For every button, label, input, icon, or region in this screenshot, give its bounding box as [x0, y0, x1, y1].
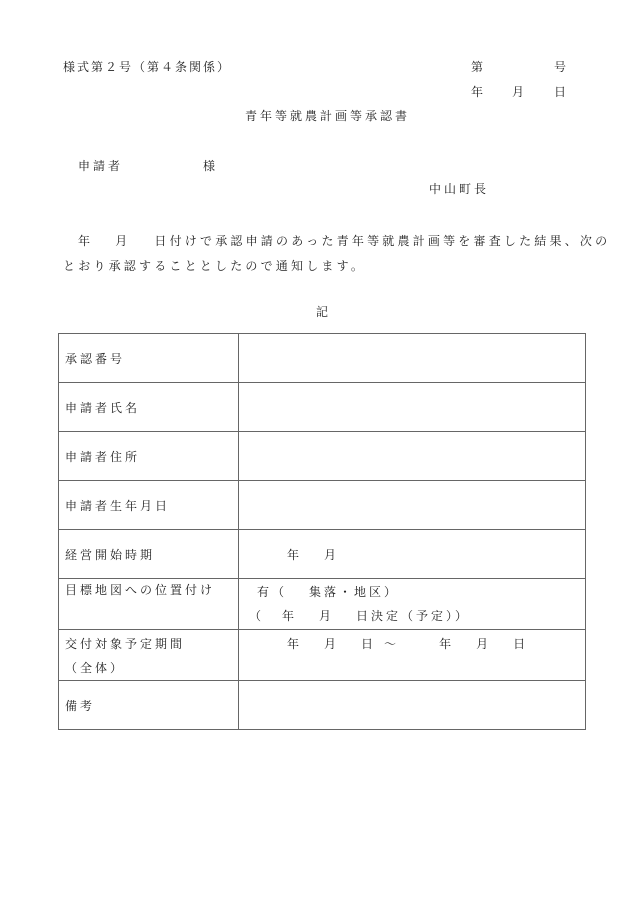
- table-row-approval-number: [59, 334, 586, 383]
- target-map-paren-open: （: [249, 609, 265, 623]
- decision-month-label: 月: [319, 609, 335, 623]
- decision-year-label: 年: [282, 609, 298, 623]
- target-map-yes: 有（: [257, 585, 288, 599]
- body-year-label: 年: [78, 234, 94, 248]
- body-month-label: 月: [115, 234, 131, 248]
- row-label: 経営開始時期: [59, 530, 239, 579]
- date-day-label: 日: [554, 85, 567, 99]
- body-line-1: [78, 232, 610, 249]
- table-row-target-map: [59, 579, 586, 630]
- grant-period-sublabel: （全体）: [65, 661, 126, 675]
- approval-details-table: [58, 333, 586, 730]
- table-row-applicant-address: [59, 432, 586, 481]
- target-map-line-2: [249, 604, 585, 628]
- row-label: 備考: [59, 681, 239, 730]
- start-year-label: 年: [287, 547, 303, 562]
- period-end-year: 年: [439, 637, 455, 651]
- date-month-label: 月: [512, 85, 525, 99]
- table-row-grant-period: [59, 630, 586, 681]
- table-row-applicant-name: [59, 383, 586, 432]
- document-title: 青年等就農計画等承認書: [245, 109, 411, 123]
- approval-number-field[interactable]: [239, 334, 586, 383]
- applicant-address-field[interactable]: [239, 432, 586, 481]
- row-label: 申請者住所: [59, 432, 239, 481]
- table-row-business-start: [59, 530, 586, 579]
- period-start-day: 日: [361, 637, 377, 651]
- applicant-honorific: 様: [203, 159, 216, 173]
- grant-period-line: [251, 632, 585, 656]
- row-label: [59, 630, 239, 681]
- period-tilde: ～: [384, 637, 400, 651]
- period-end-month: 月: [476, 637, 492, 651]
- document-number-suffix: 号: [554, 60, 567, 74]
- ki-heading: 記: [316, 305, 329, 319]
- target-map-district: 集落・地区）: [309, 585, 400, 599]
- document-number-prefix: 第: [471, 60, 484, 74]
- body-line-2: とおり承認することとしたので通知します。: [63, 259, 367, 273]
- business-start-field[interactable]: [239, 530, 586, 579]
- form-label: 様式第２号（第４条関係）: [63, 60, 232, 74]
- body-line-1-text: 日付けで承認申請のあった青年等就農計画等を審査した結果、次の: [154, 234, 611, 248]
- decision-day-text: 日決定（予定））: [356, 609, 471, 623]
- table-row-remarks: [59, 681, 586, 730]
- applicant-name-field[interactable]: [239, 383, 586, 432]
- period-start-month: 月: [324, 637, 340, 651]
- row-label: 申請者氏名: [59, 383, 239, 432]
- row-label: 申請者生年月日: [59, 481, 239, 530]
- period-end-day: 日: [513, 637, 529, 651]
- remarks-field[interactable]: [239, 681, 586, 730]
- target-map-field[interactable]: [239, 579, 586, 630]
- date-year-label: 年: [471, 85, 484, 99]
- target-map-line-1: [249, 580, 585, 604]
- row-label: 承認番号: [59, 334, 239, 383]
- table-row-applicant-birthdate: [59, 481, 586, 530]
- grant-period-field[interactable]: [239, 630, 586, 681]
- period-start-year: 年: [287, 637, 303, 651]
- grant-period-label: 交付対象予定期間: [65, 637, 186, 651]
- row-label: 目標地図への位置付け: [59, 579, 239, 630]
- applicant-birthdate-field[interactable]: [239, 481, 586, 530]
- issuer-name: 中山町長: [429, 182, 490, 196]
- start-month-label: 月: [324, 547, 340, 562]
- applicant-label: 申請者: [78, 159, 124, 173]
